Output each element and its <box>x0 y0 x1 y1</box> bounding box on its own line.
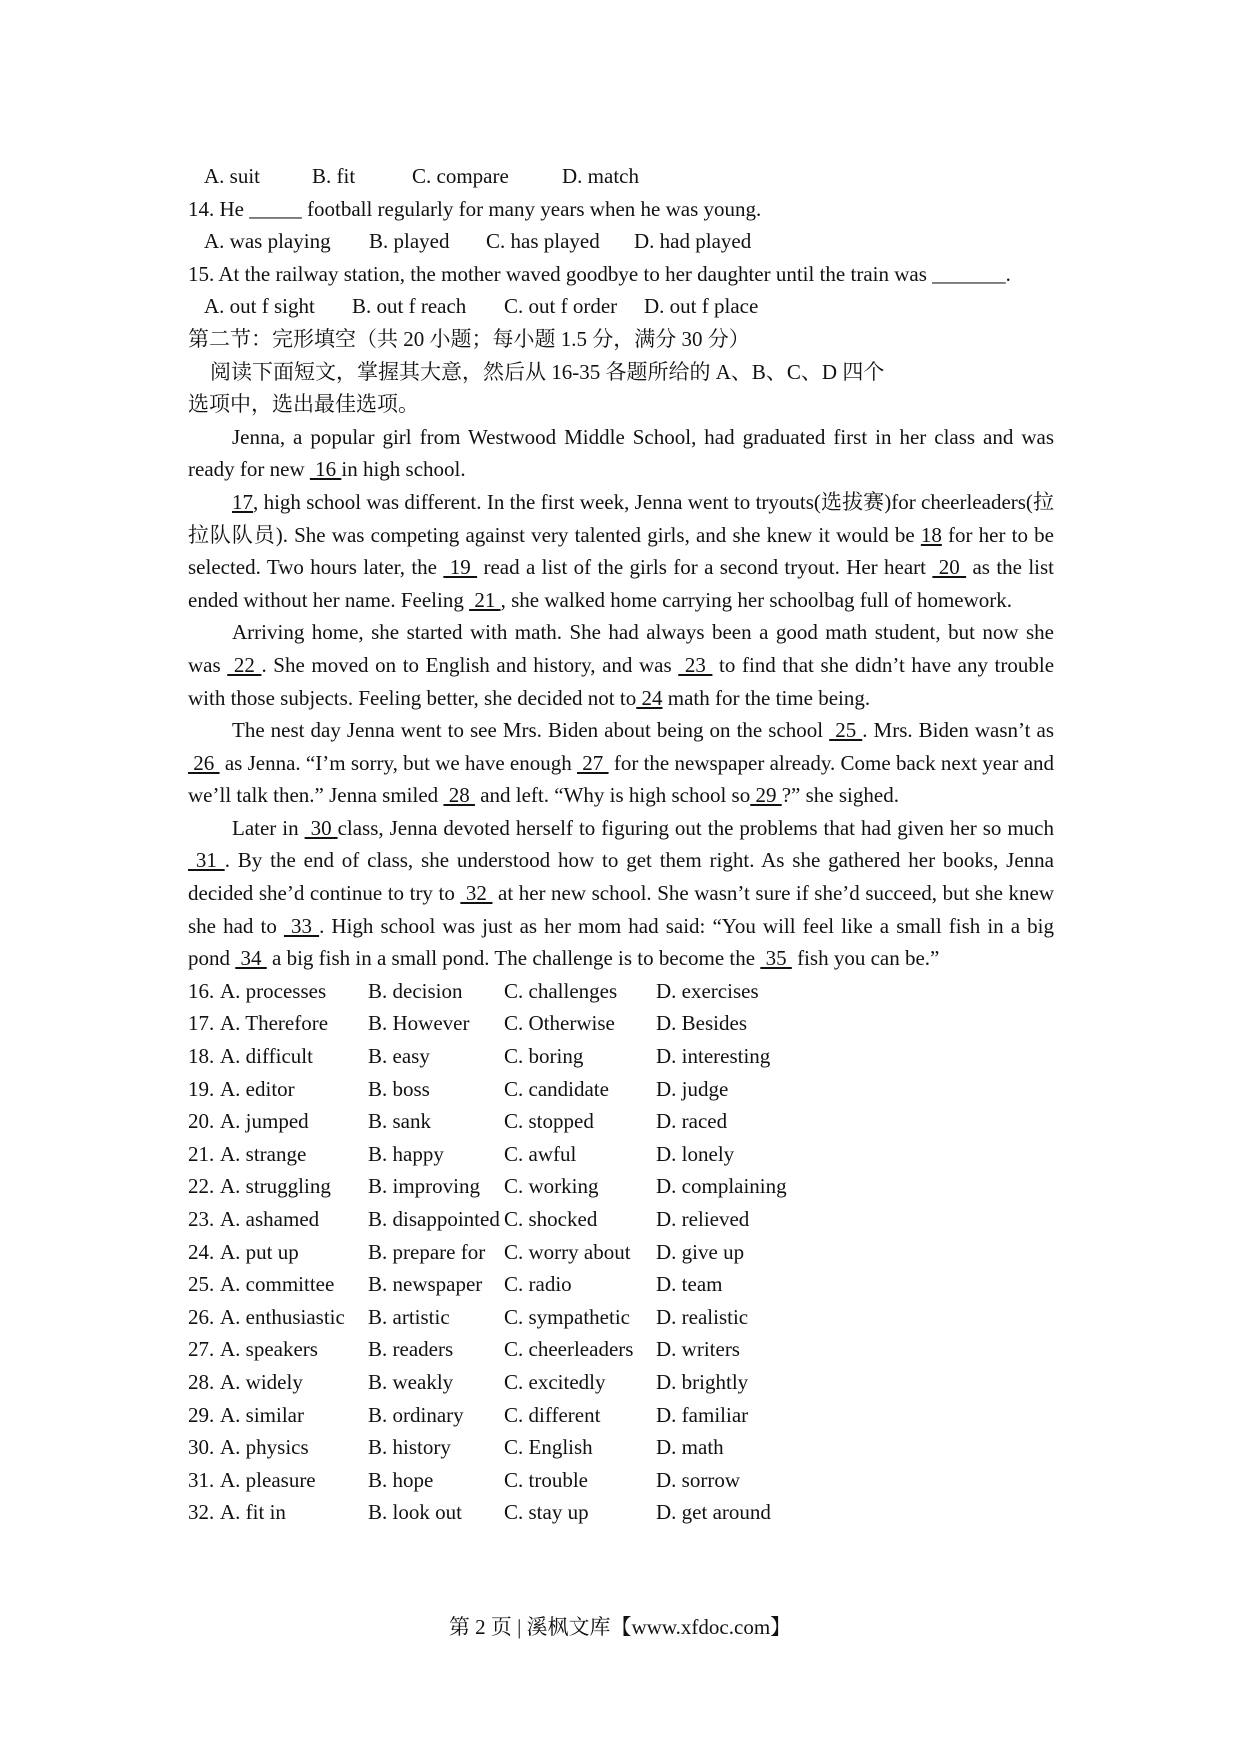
option-a: A. committee <box>220 1272 335 1297</box>
options-row <box>188 1040 1054 1073</box>
question-number: 21. <box>188 1141 215 1166</box>
option-a: A. widely <box>220 1369 303 1394</box>
option-15-c: C. out f order <box>504 294 618 319</box>
option-a: A. ashamed <box>220 1207 320 1231</box>
option-d: D. complaining <box>656 1174 787 1199</box>
option-b: B. readers <box>368 1337 454 1362</box>
option-b: B. ordinary <box>368 1402 464 1427</box>
options-row <box>188 1203 1054 1236</box>
question-number: 20. <box>188 1109 215 1134</box>
question-number: 27. <box>188 1337 215 1362</box>
blank-34: 34 <box>235 946 267 971</box>
options-row <box>188 1301 1054 1334</box>
section-2-instructions-line-2: 选项中，选出最佳选项。 <box>188 392 419 417</box>
option-a: A. put up <box>220 1239 299 1264</box>
option-15-d: D. out f place <box>644 294 759 319</box>
blank-28: 28 <box>443 783 475 808</box>
option-d: D. give up <box>656 1239 745 1264</box>
question-number: 32. <box>188 1500 215 1525</box>
option-c: C. stay up <box>504 1500 589 1525</box>
blank-17: 17 <box>232 489 253 514</box>
option-c: C. Otherwise <box>504 1011 615 1036</box>
option-b: B. prepare for <box>368 1239 486 1264</box>
option-c: C. sympathetic <box>504 1304 630 1329</box>
option-d: D. exercises <box>656 978 759 1003</box>
blank-22: 22 <box>227 652 262 677</box>
question-number: 17. <box>188 1011 215 1036</box>
question-number: 19. <box>188 1076 215 1101</box>
option-a: A. editor <box>220 1076 295 1101</box>
blank-16: 16 <box>309 457 342 482</box>
blank-29: 29 <box>750 783 782 808</box>
blank-20: 20 <box>932 555 967 580</box>
option-a: A. fit in <box>220 1500 286 1525</box>
option-b: B. However <box>368 1011 470 1036</box>
option-a: A. processes <box>220 978 327 1003</box>
options-row <box>188 1399 1054 1432</box>
question-number: 31. <box>188 1467 215 1492</box>
options-row <box>188 1138 1054 1171</box>
options-row <box>188 1464 1054 1497</box>
option-d: D. writers <box>656 1337 740 1362</box>
option-a: A. jumped <box>220 1109 309 1134</box>
question-number: 30. <box>188 1435 215 1460</box>
question-13-options <box>188 160 1054 193</box>
options-row <box>188 1366 1054 1399</box>
question-number: 22. <box>188 1174 215 1199</box>
options-row <box>188 1170 1054 1203</box>
question-15-options <box>188 290 1054 323</box>
option-c: C. candidate <box>504 1076 609 1101</box>
option-c: C. radio <box>504 1272 572 1297</box>
option-c: C. awful <box>504 1141 577 1166</box>
options-row <box>188 1496 1054 1529</box>
option-d: D. relieved <box>656 1207 750 1231</box>
option-c: C. trouble <box>504 1467 588 1492</box>
blank-33: 33 <box>283 913 320 938</box>
question-number: 16. <box>188 978 215 1003</box>
option-b: B. easy <box>368 1044 430 1069</box>
option-b: B. disappointed <box>368 1207 500 1231</box>
option-b: B. weakly <box>368 1369 454 1394</box>
cloze-options-list <box>188 975 1054 1529</box>
option-c: C. excitedly <box>504 1369 606 1394</box>
option-b: B. hope <box>368 1467 434 1492</box>
question-number: 18. <box>188 1044 215 1069</box>
option-14-b: B. played <box>369 229 450 254</box>
option-13-a: A. suit <box>204 164 261 188</box>
option-b: B. happy <box>368 1141 444 1166</box>
option-b: B. sank <box>368 1109 431 1134</box>
option-d: D. lonely <box>656 1141 735 1166</box>
option-13-b: B. fit <box>312 164 356 188</box>
option-d: D. interesting <box>656 1044 771 1069</box>
option-13-c: C. compare <box>412 164 509 188</box>
options-row <box>188 1007 1054 1040</box>
option-c: C. worry about <box>504 1239 631 1264</box>
options-row <box>188 1333 1054 1366</box>
page-footer: 第 2 页 | 溪枫文库【www.xfdoc.com】 <box>448 1615 792 1639</box>
option-a: A. pleasure <box>220 1467 316 1492</box>
option-d: D. brightly <box>656 1369 749 1394</box>
blank-35: 35 <box>760 946 792 971</box>
option-c: C. challenges <box>504 978 618 1003</box>
option-c: C. English <box>504 1435 593 1460</box>
option-15-a: A. out f sight <box>204 294 315 319</box>
option-d: D. sorrow <box>656 1467 740 1492</box>
passage-paragraph-4: The nest day Jenna went to see Mrs. Biden about being on the school 25 . Mrs. Biden wasn’t as 26 as Jenna. “I’m sorry, but we have enough 27 for the newspaper already. Come back next year and we’ll talk then.” Jenna smiled 28 and left. “Why is high school so 29 ?” she sighed. <box>188 718 1055 808</box>
option-d: D. Besides <box>656 1011 747 1036</box>
question-14-options <box>188 225 1054 258</box>
options-row <box>188 975 1054 1008</box>
options-row <box>188 1431 1054 1464</box>
document-page <box>188 160 1054 1529</box>
blank-19: 19 <box>443 555 478 580</box>
passage-paragraph-3: Arriving home, she started with math. She had always been a good math student, but now she was 22 . She moved on to English and history, and was 23 to find that she didn’t have any trouble with those subjects. Feeling better, she decided not to 24 math for the time being. <box>188 620 1055 710</box>
blank-30: 30 <box>304 815 338 840</box>
option-d: D. math <box>656 1435 724 1460</box>
options-row <box>188 1105 1054 1138</box>
blank-32: 32 <box>460 881 493 906</box>
option-c: C. boring <box>504 1044 584 1069</box>
section-2-title: 第二节：完形填空（共 20 小题；每小题 1.5 分，满分 30 分） <box>188 326 750 351</box>
option-a: A. speakers <box>220 1337 318 1362</box>
blank-31: 31 <box>188 848 225 873</box>
option-14-c: C. has played <box>486 229 600 254</box>
option-d: D. realistic <box>656 1304 749 1329</box>
option-d: D. team <box>656 1272 723 1297</box>
question-number: 29. <box>188 1402 215 1427</box>
option-b: B. newspaper <box>368 1272 483 1297</box>
option-14-a: A. was playing <box>204 229 331 254</box>
question-number: 25. <box>188 1272 215 1297</box>
option-d: D. judge <box>656 1076 729 1101</box>
option-d: D. familiar <box>656 1402 749 1427</box>
option-b: B. artistic <box>368 1304 450 1329</box>
blank-25: 25 <box>829 718 863 743</box>
option-14-d: D. had played <box>634 229 752 254</box>
passage-paragraph-5: Later in 30 class, Jenna devoted herself to figuring out the problems that had given her so much 31 . By the end of class, she understood how to get them right. As she gathered her books, Jenna decided she’d continue to try to 32 at her new school. She wasn’t sure if she’d succeed, but she knew she had to 33 . High school was just as her mom had said: “You will feel like a small fish in a big pond 34 a big fish in a small pond. The challenge is to become the 35 fish you can be.” <box>188 815 1055 971</box>
option-a: A. physics <box>220 1435 309 1460</box>
blank-27: 27 <box>577 750 609 775</box>
blank-21: 21 <box>469 587 501 612</box>
option-b: B. decision <box>368 978 463 1003</box>
options-row <box>188 1268 1054 1301</box>
options-row <box>188 1073 1054 1106</box>
option-15-b: B. out f reach <box>352 294 467 319</box>
options-row <box>188 1236 1054 1269</box>
option-c: C. shocked <box>504 1207 598 1231</box>
option-13-d: D. match <box>562 164 639 188</box>
option-b: B. improving <box>368 1174 481 1199</box>
question-number: 28. <box>188 1369 215 1394</box>
option-c: C. stopped <box>504 1109 594 1134</box>
option-b: B. history <box>368 1435 451 1460</box>
blank-23: 23 <box>678 652 713 677</box>
blank-24: 24 <box>636 685 663 710</box>
question-number: 23. <box>188 1207 215 1231</box>
option-c: C. working <box>504 1174 599 1199</box>
question-14-stem: 14. He _____ football regularly for many years when he was young. <box>188 196 762 221</box>
blank-18: 18 <box>920 522 942 547</box>
option-a: A. Therefore <box>220 1011 329 1036</box>
option-a: A. similar <box>220 1402 304 1427</box>
question-number: 26. <box>188 1304 215 1329</box>
question-15-stem: 15. At the railway station, the mother waved goodbye to her daughter until the train was _______. <box>188 261 1011 286</box>
passage-paragraph-1: Jenna, a popular girl from Westwood Middle School, had graduated first in her class and was ready for new 16 in high school. <box>188 424 1054 482</box>
blank-26: 26 <box>188 750 220 775</box>
option-d: D. raced <box>656 1109 728 1134</box>
option-c: C. cheerleaders <box>504 1337 634 1362</box>
passage-paragraph-2: 17, high school was different. In the first week, Jenna went to tryouts(选拔赛)for cheerleaders(拉拉队队员). She was competing against very talented girls, and she knew it would be 18 for her to be selected. Two hours later, the 19 read a list of the girls for a second tryout. Her heart 20 as the list ended without her name. Feeling 21 , she walked home carrying her schoolbag full of homework. <box>188 489 1055 612</box>
option-b: B. boss <box>368 1076 430 1101</box>
option-a: A. struggling <box>220 1174 331 1199</box>
option-c: C. different <box>504 1402 601 1427</box>
option-a: A. enthusiastic <box>220 1304 345 1329</box>
option-a: A. strange <box>220 1141 307 1166</box>
option-b: B. look out <box>368 1500 462 1525</box>
question-number: 24. <box>188 1239 215 1264</box>
option-d: D. get around <box>656 1500 771 1525</box>
section-2-instructions-line-1: 阅读下面短文，掌握其大意，然后从 16-35 各题所给的 A、B、C、D 四个 <box>210 359 885 384</box>
option-a: A. difficult <box>220 1044 313 1069</box>
